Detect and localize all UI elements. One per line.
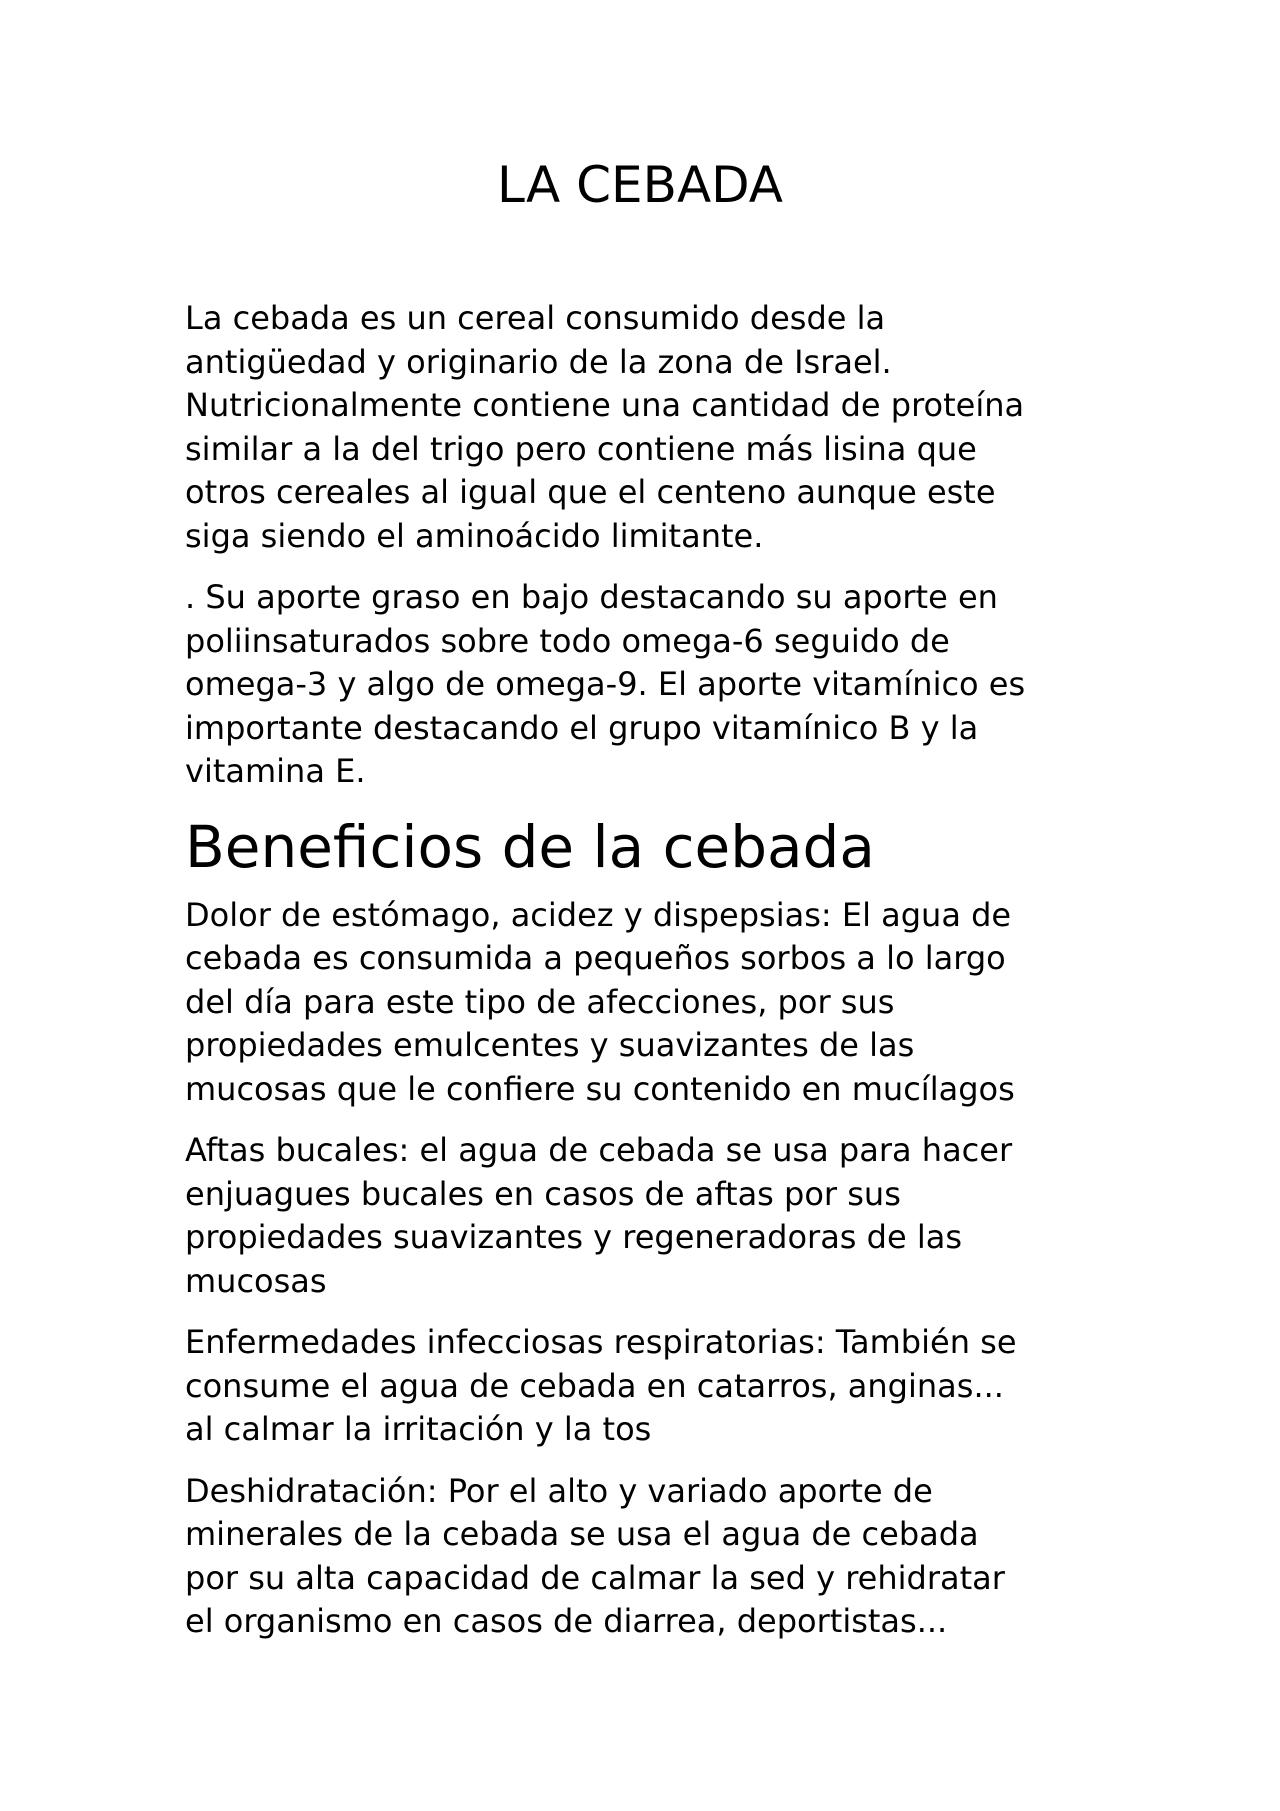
benefit-paragraph: Dolor de estómago, acidez y dispepsias: El agua de cebada es consumida a pequeños sorbos a lo largo del día para este tipo de afecciones, por sus propiedades emulcentes y suavizantes de las mucosas que le confiere su contenido en mucílagos [185, 895, 1015, 1108]
intro-paragraph: . Su aporte graso en bajo destacando su aporte en poliinsaturados sobre todo omega-6 seguido de omega-3 y algo de omega-9. El aporte vitamínico es importante destacando el grupo vitamínico B y la vitamina E. [185, 578, 1026, 790]
page-title: LA CEBADA [497, 156, 783, 214]
benefit-paragraph: Enfermedades infecciosas respiratorias: También se consume el agua de cebada en catarros, anginas... al calmar la irritación y la tos [185, 1323, 1017, 1448]
section-heading: Beneficios de la cebada [185, 812, 875, 881]
benefit-paragraph: Deshidratación: Por el alto y variado aporte de minerales de la cebada se usa el agua de cebada por su alta capacidad de calmar la sed y rehidratar el organismo en casos de diarrea, deportistas... [185, 1471, 1005, 1640]
intro-paragraph: La cebada es un cereal consumido desde la antigüedad y originario de la zona de Israel. Nutricionalmente contiene una cantidad de proteína similar a la del trigo pero contiene más lisina que otros cereales al igual que el centeno aunque este siga siendo el aminoácido limitante. [185, 299, 1025, 555]
benefit-paragraph: Aftas bucales: el agua de cebada se usa para hacer enjuagues bucales en casos de aftas por sus propiedades suavizantes y regeneradoras de las mucosas [185, 1131, 1013, 1300]
document-body [185, 297, 1105, 1662]
